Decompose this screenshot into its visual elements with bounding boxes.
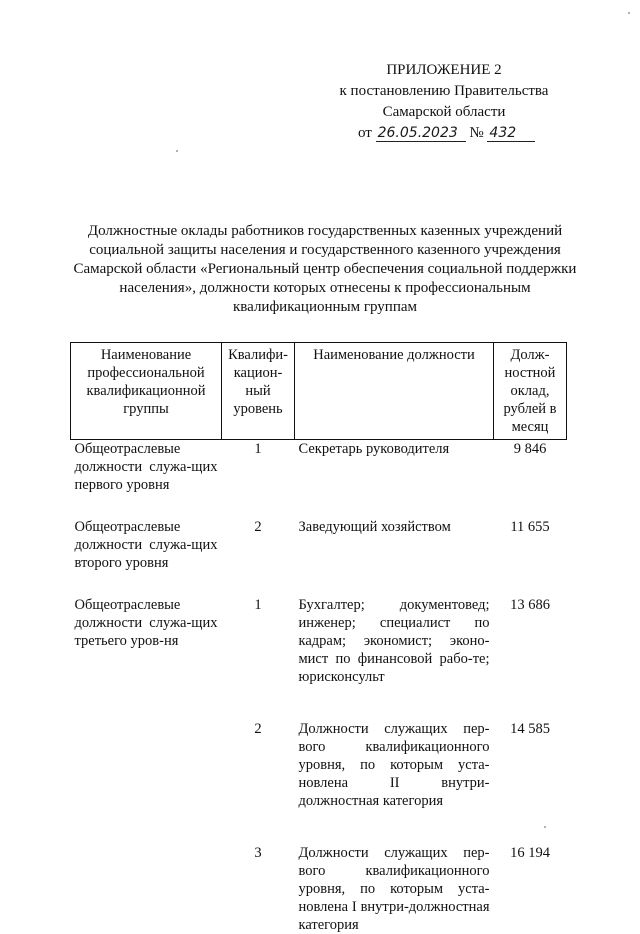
handwritten-date: 26.05.2023 (376, 125, 466, 142)
cell-position: Бухгалтер; документовед; инженер; специалист по кадрам; экономист; эконо-мист по финансовой рабо-те; юрисконсульт (298, 597, 490, 685)
appendix-block (324, 60, 564, 144)
cell-position: Секретарь руководителя (298, 441, 450, 457)
scan-speck (176, 150, 178, 152)
cell-salary: 11 655 (510, 519, 550, 535)
cell-level: 2 (254, 519, 262, 535)
salary-table (70, 342, 567, 934)
cell-group: Общеотраслевые должности служа-щих второго уровня (74, 519, 218, 571)
cell-level: 1 (254, 441, 262, 457)
cell-group (71, 720, 222, 810)
appendix-title: ПРИЛОЖЕНИЕ 2 (386, 62, 502, 78)
header-level: Квалифи-кацион-ный уровень (222, 343, 295, 440)
header-salary: Долж-ностной оклад, рублей в месяц (494, 343, 567, 440)
cell-salary: 9 846 (513, 441, 547, 457)
header-position: Наименование должности (295, 343, 494, 440)
cell-group (71, 844, 222, 934)
cell-group: Общеотраслевые должности служа-щих первого уровня (74, 441, 218, 493)
appendix-resolution-line: к постановлению Правительства (339, 83, 549, 99)
date-prefix: от (358, 125, 372, 141)
table-row (71, 440, 567, 495)
cell-level: 2 (254, 721, 262, 737)
table-header-row (71, 343, 567, 440)
cell-salary: 14 585 (510, 721, 550, 737)
appendix-region-line: Самарской области (382, 104, 506, 120)
cell-position: Должности служащих пер-вого квалификационного уровня, по которым уста-новлена II внутри-должностная категория (298, 721, 490, 809)
cell-position: Должности служащих пер-вого квалификационного уровня, по которым уста-новлена I внутри-должностная категория (298, 845, 490, 933)
table-row (71, 844, 567, 934)
table-row (71, 518, 567, 572)
cell-level: 3 (254, 845, 262, 861)
table-row (71, 596, 567, 686)
header-group: Наименование профессиональной квалификационной группы (71, 343, 222, 440)
cell-level: 1 (254, 597, 262, 613)
document-heading: Должностные оклады работников государственных казенных учреждений социальной защиты населения и государственного казенного учреждения Самарской области «Региональный центр обеспечения социальной поддержки населения», должности которых отнесены к профессиональным квалификационным группам (73, 223, 577, 315)
cell-salary: 16 194 (510, 845, 550, 861)
appendix-date-line (324, 123, 564, 144)
handwritten-number: 432 (487, 125, 535, 142)
cell-position: Заведующий хозяйством (298, 519, 451, 535)
table-row (71, 720, 567, 810)
cell-salary: 13 686 (510, 597, 550, 613)
scan-speck (628, 12, 630, 14)
number-prefix: № (469, 125, 484, 141)
cell-group: Общеотраслевые должности служа-щих третьего уров-ня (74, 597, 218, 649)
scan-speck (544, 826, 546, 828)
